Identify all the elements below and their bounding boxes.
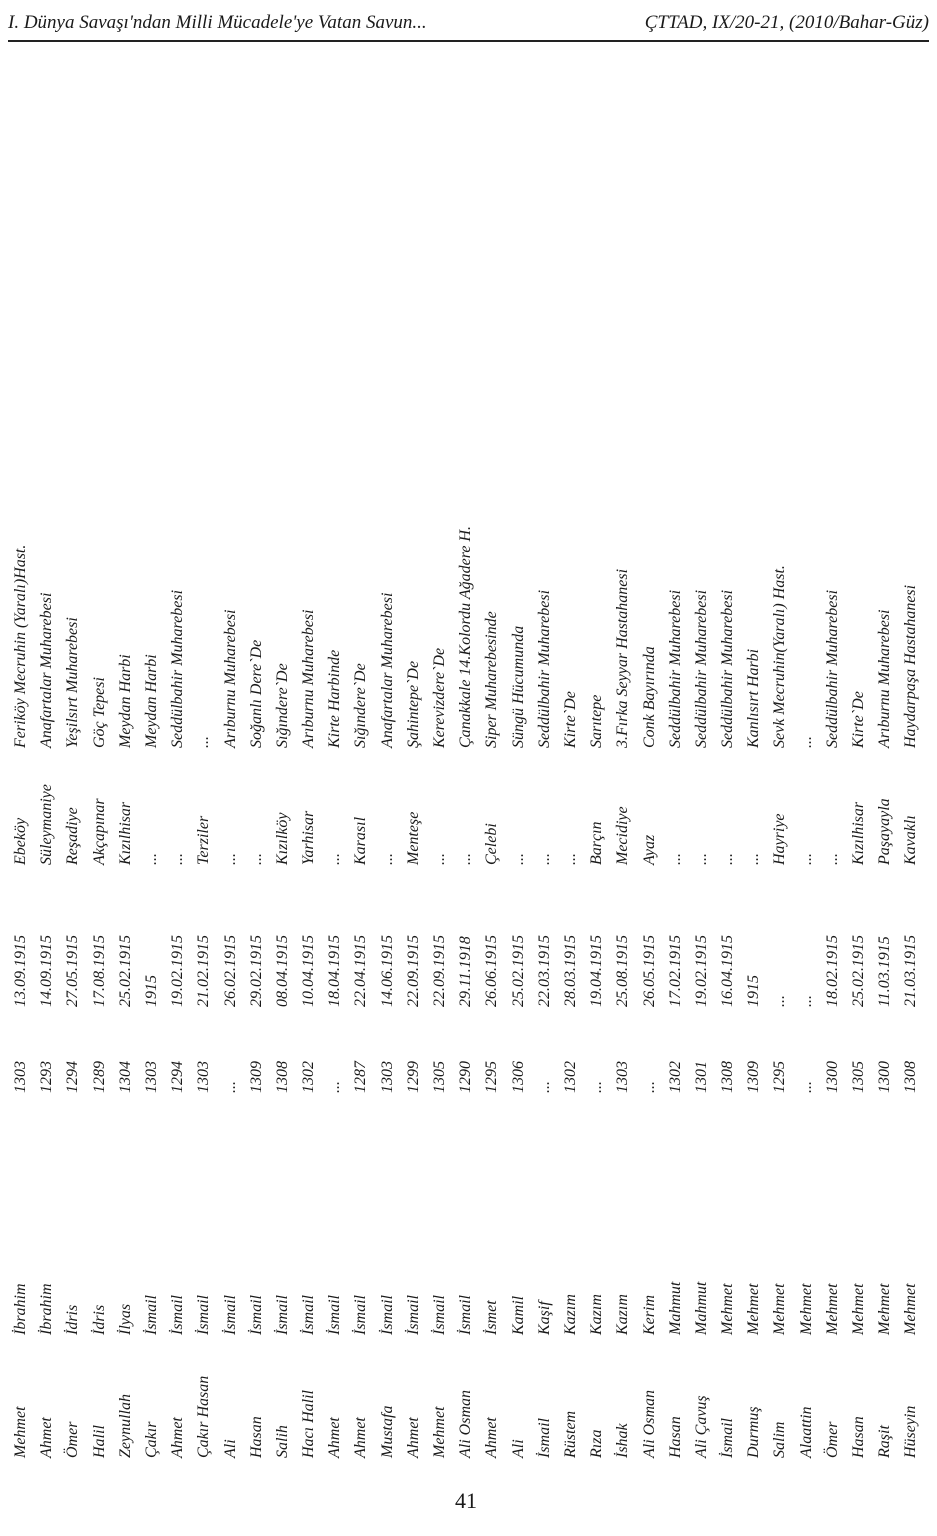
death-date: 29.02.1915 bbox=[247, 935, 265, 1007]
table-row bbox=[898, 330, 924, 1460]
death-date: ... bbox=[797, 995, 815, 1007]
place-of-death: Haydarpaşa Hastahanesi bbox=[902, 584, 920, 748]
death-date: 1915 bbox=[745, 975, 763, 1007]
soldier-name: Salih bbox=[273, 1425, 291, 1458]
table-row bbox=[375, 330, 401, 1460]
father-name: İsmail bbox=[378, 1295, 396, 1335]
soldier-name: Ahmet bbox=[483, 1417, 501, 1458]
village: ... bbox=[509, 853, 527, 865]
soldier-name: Ali Çavuş bbox=[692, 1395, 710, 1458]
table-row bbox=[637, 330, 663, 1460]
father-name: İsmail bbox=[273, 1295, 291, 1335]
death-date: 21.03.1915 bbox=[902, 935, 920, 1007]
death-date: 22.03.1915 bbox=[535, 935, 553, 1007]
birth-year: 1305 bbox=[431, 1061, 448, 1093]
death-date: 25.08.1915 bbox=[614, 935, 632, 1007]
father-name: İdris bbox=[90, 1304, 108, 1335]
village: ... bbox=[666, 853, 684, 865]
place-of-death: Sevk Mecruhin(Yaralı) Hast. bbox=[771, 565, 789, 748]
death-date: 14.06.1915 bbox=[378, 935, 396, 1007]
soldier-name: Raşit bbox=[876, 1425, 894, 1458]
father-name: İsmail bbox=[142, 1295, 160, 1335]
village: ... bbox=[719, 853, 737, 865]
death-date: 26.05.1915 bbox=[640, 935, 658, 1007]
soldier-name: Mehmet bbox=[431, 1406, 448, 1458]
birth-year: ... bbox=[588, 1081, 606, 1093]
village: ... bbox=[169, 853, 187, 865]
rotated-casualty-table bbox=[8, 330, 926, 1460]
birth-year: 1302 bbox=[300, 1061, 318, 1093]
death-date: ... bbox=[771, 995, 789, 1007]
father-name: Kazım bbox=[561, 1294, 579, 1335]
soldier-name: Rıza bbox=[588, 1429, 606, 1458]
village: Süleymaniye bbox=[38, 784, 56, 865]
birth-year: 1294 bbox=[64, 1061, 82, 1093]
father-name: İsmail bbox=[404, 1295, 422, 1335]
place-of-death: Meydan Harbi bbox=[116, 654, 134, 748]
soldier-name: Ali Osman bbox=[640, 1390, 658, 1458]
place-of-death: Sığındere`De bbox=[352, 663, 370, 748]
birth-year: ... bbox=[797, 1081, 815, 1093]
soldier-name: Ahmet bbox=[404, 1417, 422, 1458]
place-of-death: Seddülbahir Muharebesi bbox=[823, 589, 841, 748]
father-name: İsmail bbox=[431, 1295, 448, 1335]
birth-year: ... bbox=[326, 1081, 344, 1093]
death-date: 18.04.1915 bbox=[326, 935, 344, 1007]
soldier-name: Hasan bbox=[247, 1416, 265, 1458]
father-name: Kerim bbox=[640, 1295, 658, 1335]
birth-year: 1300 bbox=[823, 1061, 841, 1093]
table-row bbox=[139, 330, 165, 1460]
table-row bbox=[532, 330, 558, 1460]
birth-year: 1299 bbox=[404, 1061, 422, 1093]
soldier-name: Mustafa bbox=[378, 1405, 396, 1458]
table-row bbox=[218, 330, 244, 1460]
birth-year: 1289 bbox=[90, 1061, 108, 1093]
village: Reşadiye bbox=[64, 807, 82, 865]
soldier-name: Ömer bbox=[64, 1421, 82, 1458]
soldier-name: Zeynullah bbox=[116, 1394, 134, 1458]
father-name: Mahmut bbox=[666, 1281, 684, 1335]
birth-year: 1301 bbox=[692, 1061, 710, 1093]
village: Ayaz bbox=[640, 834, 658, 865]
father-name: İsmail bbox=[457, 1295, 475, 1335]
village: ... bbox=[535, 853, 553, 865]
place-of-death: Yeşilsırt Muharebesi bbox=[64, 617, 82, 748]
table-row bbox=[113, 330, 139, 1460]
table-row bbox=[401, 330, 427, 1460]
table-row bbox=[60, 330, 86, 1460]
table-row bbox=[479, 330, 505, 1460]
page-number: 41 bbox=[455, 1488, 477, 1513]
soldier-name: Çakır bbox=[142, 1421, 160, 1458]
death-date: 22.09.1915 bbox=[404, 935, 422, 1007]
table-row bbox=[165, 330, 191, 1460]
father-name: İsmail bbox=[195, 1295, 213, 1335]
birth-year: 1308 bbox=[719, 1061, 737, 1093]
soldier-name: Hüseyin bbox=[902, 1405, 920, 1458]
birth-year: 1304 bbox=[116, 1061, 134, 1093]
father-name: İbrahim bbox=[38, 1283, 56, 1335]
birth-year: ... bbox=[640, 1081, 658, 1093]
header-article-title: I. Dünya Savaşı'ndan Milli Mücadele'ye Vatan Savun... bbox=[8, 12, 427, 33]
table-row bbox=[846, 330, 872, 1460]
death-date: 29.11.1918 bbox=[457, 936, 475, 1007]
birth-year: 1306 bbox=[509, 1061, 527, 1093]
father-name: Kaşif bbox=[535, 1301, 553, 1335]
birth-year: 1308 bbox=[902, 1061, 920, 1093]
father-name: İsmail bbox=[169, 1295, 187, 1335]
table-row bbox=[558, 330, 584, 1460]
soldier-name: Hasan bbox=[850, 1416, 867, 1458]
father-name: Mehmet bbox=[719, 1283, 737, 1335]
place-of-death: Seddülbahir Muharebesi bbox=[719, 589, 737, 748]
birth-year: 1309 bbox=[247, 1061, 265, 1093]
place-of-death: ... bbox=[797, 736, 815, 748]
soldier-name: Hacı Halil bbox=[300, 1390, 318, 1458]
death-date: 10.04.1915 bbox=[300, 935, 318, 1007]
birth-year: ... bbox=[221, 1081, 239, 1093]
death-date: 08.04.1915 bbox=[273, 935, 291, 1007]
place-of-death: Süngü Hücumunda bbox=[509, 625, 527, 748]
father-name: İsmail bbox=[247, 1295, 265, 1335]
death-date: 19.04.1915 bbox=[588, 935, 606, 1007]
place-of-death: Kirte Harbinde bbox=[326, 649, 344, 748]
father-name: Mehmet bbox=[876, 1283, 894, 1335]
father-name: İsmet bbox=[483, 1300, 501, 1335]
village: ... bbox=[431, 853, 448, 865]
death-date: 22.09.1915 bbox=[431, 935, 448, 1007]
birth-year: 1287 bbox=[352, 1061, 370, 1093]
father-name: İsmail bbox=[300, 1295, 318, 1335]
place-of-death: Seddülbahir Muharebesi bbox=[169, 589, 187, 748]
village: Mecidiye bbox=[614, 806, 632, 865]
birth-year: 1303 bbox=[378, 1061, 396, 1093]
place-of-death: Kanlısırt Harbi bbox=[745, 648, 763, 748]
village: Hayriye bbox=[771, 813, 789, 865]
table-row bbox=[663, 330, 689, 1460]
father-name: İsmail bbox=[221, 1295, 239, 1335]
place-of-death: Çanakkale 14.Kolordu Ağadere H. bbox=[457, 525, 475, 748]
soldier-name: İsmail bbox=[535, 1418, 553, 1458]
birth-year: 1303 bbox=[195, 1061, 213, 1093]
table-row bbox=[689, 330, 715, 1460]
place-of-death: Feriköy Mecruhin (Yaralı)Hast. bbox=[12, 544, 29, 748]
table-row bbox=[610, 330, 636, 1460]
place-of-death: Soğanlı Dere`De bbox=[247, 639, 265, 748]
birth-year: 1303 bbox=[614, 1061, 632, 1093]
village: Ebeköy bbox=[12, 817, 29, 865]
birth-year: 1303 bbox=[12, 1061, 29, 1093]
soldier-name: Çakır Hasan bbox=[195, 1375, 213, 1458]
birth-year: 1303 bbox=[142, 1061, 160, 1093]
soldier-name: Ömer bbox=[823, 1421, 841, 1458]
birth-year: ... bbox=[535, 1081, 553, 1093]
table-row bbox=[322, 330, 348, 1460]
death-date: 17.02.1915 bbox=[666, 935, 684, 1007]
table-row bbox=[506, 330, 532, 1460]
place-of-death: Seddülbahir Muharebesi bbox=[666, 589, 684, 748]
village: Barçın bbox=[588, 821, 606, 865]
father-name: Kamil bbox=[509, 1295, 527, 1335]
village: Kızılhisar bbox=[850, 801, 867, 865]
village: Terziler bbox=[195, 815, 213, 865]
table-row bbox=[191, 330, 217, 1460]
death-date: 14.09.1915 bbox=[38, 935, 56, 1007]
birth-year: 1302 bbox=[666, 1061, 684, 1093]
table-row bbox=[584, 330, 610, 1460]
place-of-death: Kirte`De bbox=[850, 691, 867, 748]
soldier-name: Hasan bbox=[666, 1416, 684, 1458]
place-of-death: Sarıtepe bbox=[588, 694, 606, 748]
father-name: Mehmet bbox=[771, 1283, 789, 1335]
table-row bbox=[820, 330, 846, 1460]
death-date: 19.02.1915 bbox=[692, 935, 710, 1007]
birth-year: 1294 bbox=[169, 1061, 187, 1093]
village: Menteşe bbox=[404, 811, 422, 865]
soldier-name: İshak bbox=[614, 1423, 632, 1458]
death-date: 13.09.1915 bbox=[12, 935, 29, 1007]
father-name: İsmail bbox=[352, 1295, 370, 1335]
village: ... bbox=[745, 853, 763, 865]
table-row bbox=[8, 330, 34, 1460]
table-row bbox=[87, 330, 113, 1460]
death-date: 26.06.1915 bbox=[483, 935, 501, 1007]
place-of-death: Şahintepe`De bbox=[404, 660, 422, 748]
father-name: Mehmet bbox=[797, 1283, 815, 1335]
death-date: 11.03.1915 bbox=[876, 936, 894, 1007]
place-of-death: Arıburnu Muharebesi bbox=[876, 609, 894, 748]
birth-year: 1305 bbox=[850, 1061, 867, 1093]
soldier-name: Ali bbox=[221, 1439, 239, 1458]
village: ... bbox=[221, 853, 239, 865]
father-name: Mehmet bbox=[902, 1283, 920, 1335]
village: ... bbox=[692, 853, 710, 865]
place-of-death: Conk Bayırında bbox=[640, 646, 658, 748]
place-of-death: Seddülbahir Muharebesi bbox=[535, 589, 553, 748]
village: Kızılhisar bbox=[116, 801, 134, 865]
soldier-name: İsmail bbox=[719, 1418, 737, 1458]
place-of-death: 3.Fırka Seyyar Hastahanesi bbox=[614, 568, 632, 748]
header-journal-info: ÇTTAD, IX/20-21, (2010/Bahar-Güz) bbox=[644, 12, 929, 33]
place-of-death: Anafartalar Muharebesi bbox=[378, 592, 396, 748]
death-date: 18.02.1915 bbox=[823, 935, 841, 1007]
soldier-name: Halil bbox=[90, 1425, 108, 1458]
father-name: İbrahim bbox=[12, 1283, 29, 1335]
father-name: İsmail bbox=[326, 1295, 344, 1335]
birth-year: 1300 bbox=[876, 1061, 894, 1093]
place-of-death: Arıburnu Muharebesi bbox=[300, 609, 318, 748]
death-date: 26.02.1915 bbox=[221, 935, 239, 1007]
place-of-death: Sığındere`De bbox=[273, 663, 291, 748]
table-row bbox=[270, 330, 296, 1460]
soldier-name: Ahmet bbox=[38, 1417, 56, 1458]
birth-year: 1309 bbox=[745, 1061, 763, 1093]
death-date: 27.05.1915 bbox=[64, 935, 82, 1007]
death-date: 1915 bbox=[142, 975, 160, 1007]
table-row bbox=[453, 330, 479, 1460]
village: Paşayayla bbox=[876, 798, 894, 865]
village: ... bbox=[247, 853, 265, 865]
birth-year: 1293 bbox=[38, 1061, 56, 1093]
table-row bbox=[767, 330, 793, 1460]
birth-year: 1295 bbox=[483, 1061, 501, 1093]
village: Kavaklı bbox=[902, 815, 920, 865]
village: ... bbox=[142, 853, 160, 865]
village: ... bbox=[561, 853, 579, 865]
father-name: Kazım bbox=[614, 1294, 632, 1335]
death-date: 22.04.1915 bbox=[352, 935, 370, 1007]
village: Karasıl bbox=[352, 816, 370, 865]
village: ... bbox=[823, 853, 841, 865]
soldier-name: Mehmet bbox=[12, 1406, 29, 1458]
father-name: Mehmet bbox=[850, 1283, 867, 1335]
place-of-death: ... bbox=[195, 736, 213, 748]
place-of-death: Kirte`De bbox=[561, 691, 579, 748]
birth-year: 1308 bbox=[273, 1061, 291, 1093]
table-row bbox=[348, 330, 374, 1460]
father-name: İdris bbox=[64, 1304, 82, 1335]
birth-year: 1290 bbox=[457, 1061, 475, 1093]
table-row bbox=[244, 330, 270, 1460]
death-date: 16.04.1915 bbox=[719, 935, 737, 1007]
death-date: 19.02.1915 bbox=[169, 935, 187, 1007]
table-row bbox=[715, 330, 741, 1460]
death-date: 17.08.1915 bbox=[90, 935, 108, 1007]
place-of-death: Siper Muharebesinde bbox=[483, 611, 501, 748]
village: Akçapınar bbox=[90, 798, 108, 865]
village: ... bbox=[326, 853, 344, 865]
place-of-death: Seddülbahir Muharebesi bbox=[692, 589, 710, 748]
soldier-name: Ahmet bbox=[352, 1417, 370, 1458]
village: Kızılköy bbox=[273, 812, 291, 865]
table-row bbox=[741, 330, 767, 1460]
table-row bbox=[427, 330, 453, 1460]
father-name: Mahmut bbox=[692, 1281, 710, 1335]
table-row bbox=[872, 330, 898, 1460]
place-of-death: Meydan Harbi bbox=[142, 654, 160, 748]
soldier-name: Salim bbox=[771, 1421, 789, 1458]
death-date: 21.02.1915 bbox=[195, 935, 213, 1007]
father-name: Mehmet bbox=[745, 1283, 763, 1335]
death-date: 25.02.1915 bbox=[509, 935, 527, 1007]
place-of-death: Arıburnu Muharebesi bbox=[221, 609, 239, 748]
soldier-name: Ahmet bbox=[326, 1417, 344, 1458]
village: ... bbox=[797, 853, 815, 865]
table-row bbox=[794, 330, 820, 1460]
death-date: 28.03.1915 bbox=[561, 935, 579, 1007]
running-header bbox=[8, 6, 929, 42]
village: ... bbox=[457, 853, 475, 865]
father-name: İlyas bbox=[116, 1303, 134, 1335]
village: Yarhisar bbox=[300, 810, 318, 865]
father-name: Mehmet bbox=[823, 1283, 841, 1335]
death-date: 25.02.1915 bbox=[850, 935, 867, 1007]
village: Çelebi bbox=[483, 823, 501, 865]
place-of-death: Kerevizdere`De bbox=[431, 647, 448, 748]
father-name: Kazım bbox=[588, 1294, 606, 1335]
soldier-name: Ali Osman bbox=[457, 1390, 475, 1458]
soldier-name: Ahmet bbox=[169, 1417, 187, 1458]
village: ... bbox=[378, 853, 396, 865]
soldier-name: Alaattin bbox=[797, 1406, 815, 1458]
soldier-name: Durmuş bbox=[745, 1406, 763, 1458]
birth-year: 1295 bbox=[771, 1061, 789, 1093]
birth-year: 1302 bbox=[561, 1061, 579, 1093]
table-row bbox=[296, 330, 322, 1460]
place-of-death: Anafartalar Muharebesi bbox=[38, 592, 56, 748]
soldier-name: Rüstem bbox=[561, 1410, 579, 1458]
soldier-name: Ali bbox=[509, 1439, 527, 1458]
death-date: 25.02.1915 bbox=[116, 935, 134, 1007]
place-of-death: Göç Tepesi bbox=[90, 677, 108, 748]
table-row bbox=[34, 330, 60, 1460]
